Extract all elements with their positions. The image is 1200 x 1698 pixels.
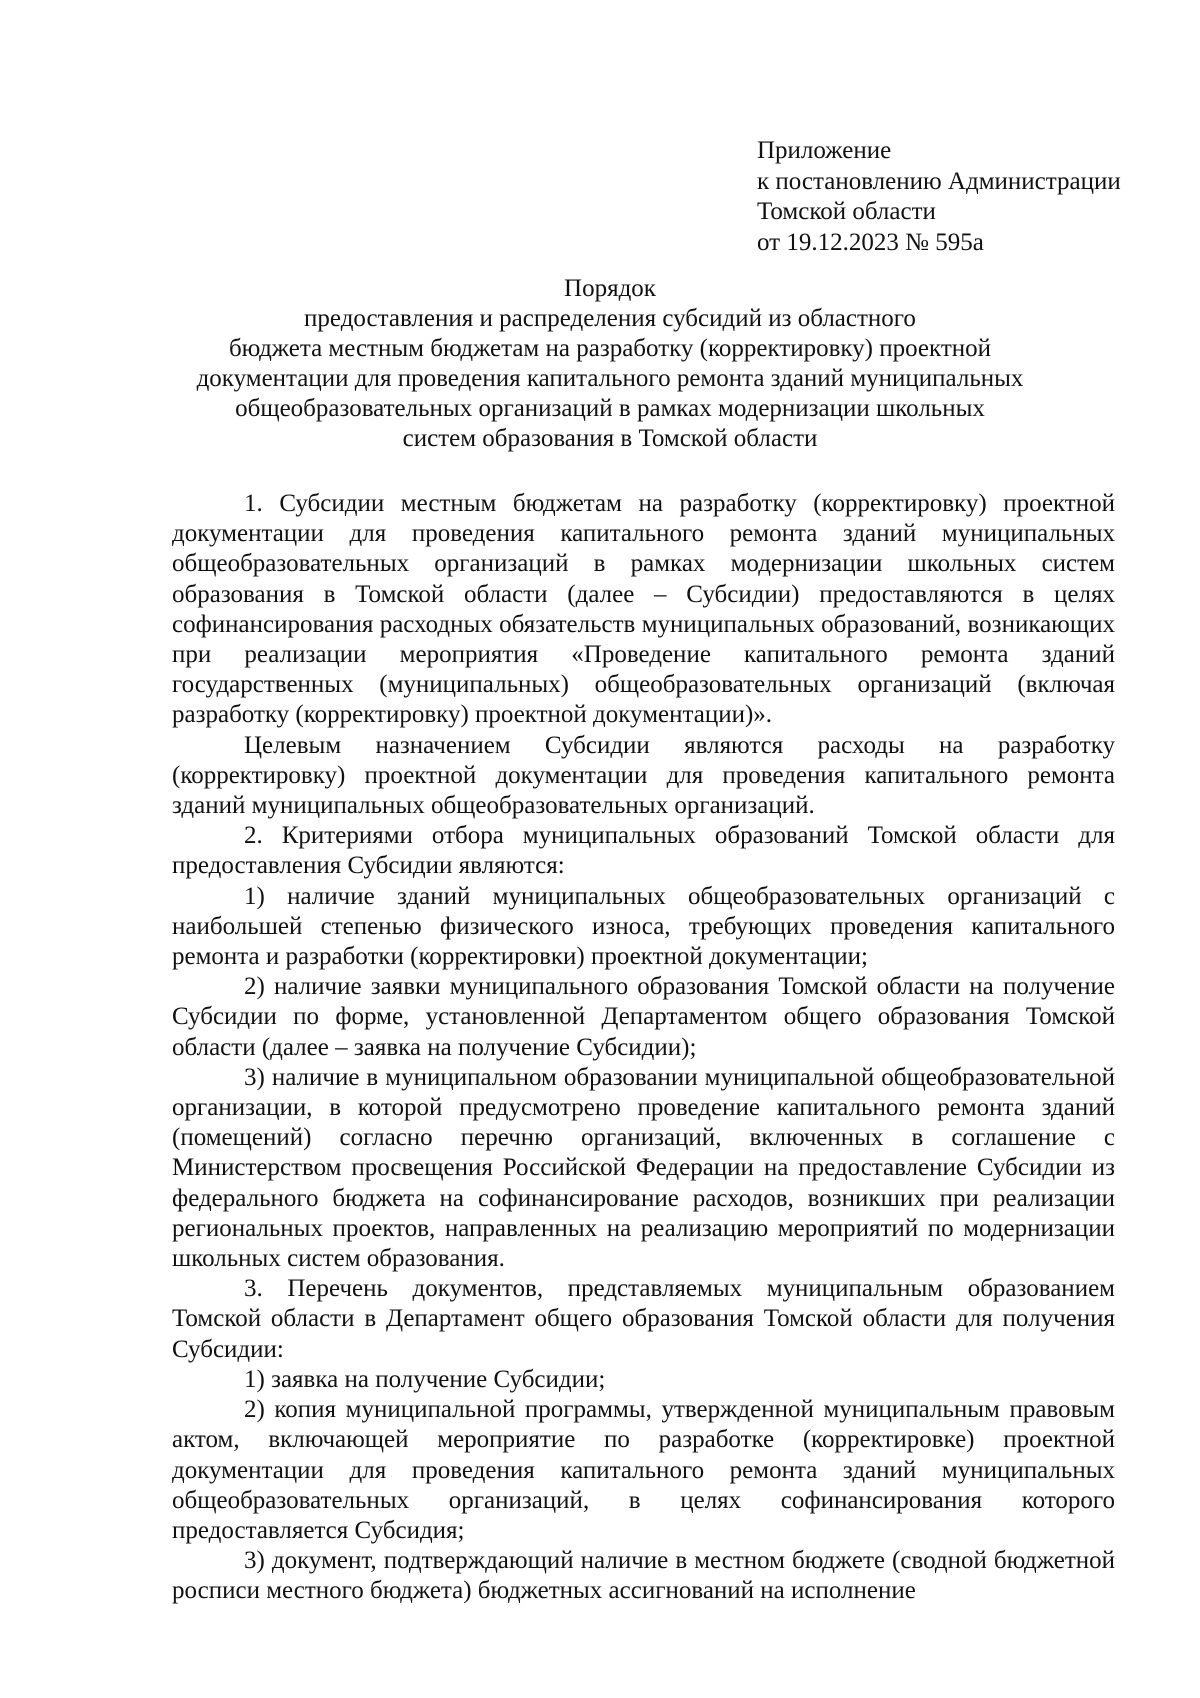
appendix-line: Приложение: [757, 137, 892, 164]
paragraph: 1) наличие зданий муниципальных общеобразовательных организаций с наибольшей степенью физического износа, требующих проведения капитального ремонта и разработки (корректировки) проектной документации;: [172, 882, 1115, 971]
document-title: [160, 274, 1060, 454]
paragraph: 3) документ, подтверждающий наличие в местном бюджете (сводной бюджетной росписи местного бюджета) бюджетных ассигнований на исполнение: [172, 1547, 1115, 1605]
title-line: систем образования в Томской области: [402, 425, 818, 452]
title-line: Порядок: [564, 275, 656, 302]
paragraph: 2) наличие заявки муниципального образования Томской области на получение Субсидии по форме, установленной Департаментом общего образования Томской области (далее – заявка на получение Субсидии);: [172, 973, 1115, 1061]
paragraph: Целевым назначением Субсидии являются расходы на разработку (корректировку) проектной документации для проведения капитального ремонта зданий муниципальных общеобразовательных организаций.: [172, 731, 1115, 820]
appendix-line: к постановлению Администрации: [757, 167, 1121, 195]
document-body: [172, 489, 1115, 1607]
paragraph: 1) заявка на получение Субсидии;: [244, 1365, 606, 1393]
title-line: бюджета местным бюджетам на разработку (корректировку) проектной: [228, 335, 992, 362]
appendix-line: Томской области: [757, 198, 936, 225]
appendix-date-number: от 19.12.2023 № 595а: [757, 228, 984, 256]
paragraph: 3. Перечень документов, представляемых муниципальным образованием Томской области в Департамент общего образования Томской области для получения Субсидии:: [172, 1275, 1115, 1363]
paragraph: 2) копия муниципальной программы, утвержденной муниципальным правовым актом, включающей мероприятие по разработке (корректировке) проектной документации для проведения капитального ремонта зданий муниципальных общеобразовательных организаций, в целях софинансирования которого предоставляется Субсидия;: [172, 1396, 1115, 1544]
paragraph: 2. Критериями отбора муниципальных образований Томской области для предоставления Субсидии являются:: [172, 822, 1115, 880]
title-line: документации для проведения капитального ремонта зданий муниципальных: [196, 365, 1024, 392]
title-line: предоставления и распределения субсидий из областного: [304, 305, 916, 332]
paragraph: 3) наличие в муниципальном образовании муниципальной общеобразовательной организации, в которой предусмотрено проведение капитального ремонта зданий (помещений) согласно перечню организаций, включенных в соглашение с Министерством просвещения Российской Федерации на предоставление Субсидии из федерального бюджета на софинансирование расходов, возникших при реализации региональных проектов, направленных на реализацию мероприятий по модернизации школьных систем образования.: [172, 1063, 1115, 1273]
appendix-header: [757, 136, 1121, 258]
title-line: общеобразовательных организаций в рамках модернизации школьных: [235, 395, 985, 422]
paragraph: 1. Субсидии местным бюджетам на разработку (корректировку) проектной документации для проведения капитального ремонта зданий муниципальных общеобразовательных организаций в рамках модернизации школьных систем образования в Томской области (далее – Субсидии) предоставляются в целях софинансирования расходных обязательств муниципальных образований, возникающих при реализации мероприятия «Проведение капитального ремонта зданий государственных (муниципальных) общеобразовательных организаций (включая разработку (корректировку) проектной документации)».: [172, 490, 1115, 729]
